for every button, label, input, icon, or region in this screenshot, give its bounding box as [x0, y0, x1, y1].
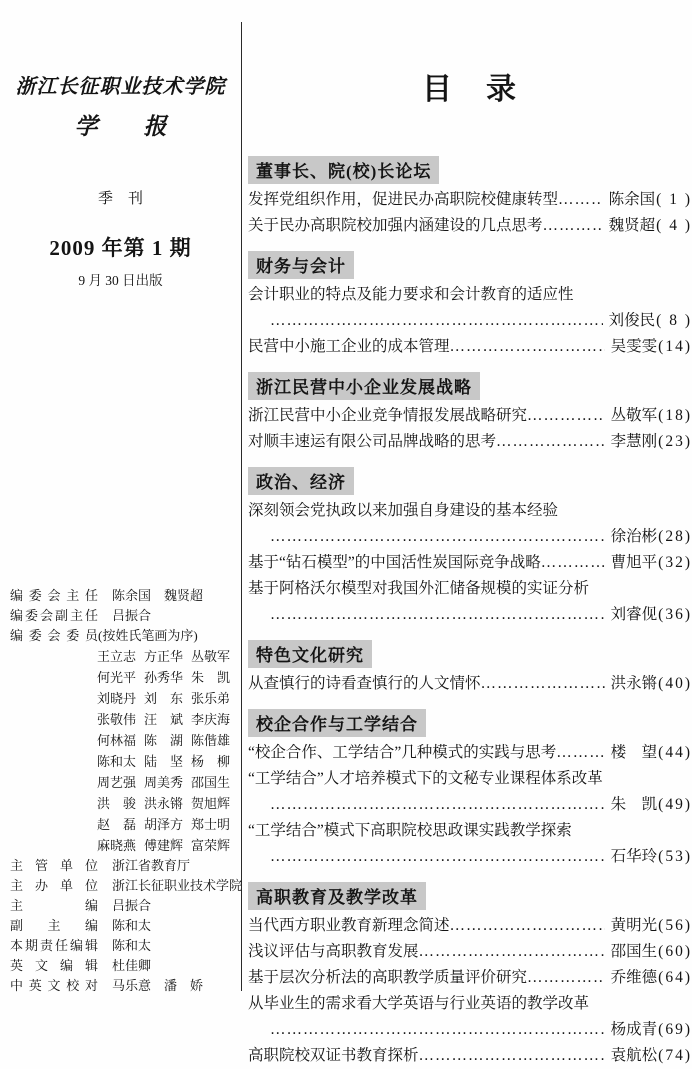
member-name: 王立志 — [97, 649, 137, 664]
member-row — [97, 751, 240, 772]
article-title: 当代西方职业教育新理念简述 — [248, 917, 450, 934]
article-page: (32) — [658, 554, 692, 571]
member-name: 陈偕雄 — [191, 733, 231, 748]
editorial-value: 吕振合 — [112, 898, 152, 913]
member-row — [97, 709, 240, 730]
member-name: 贺旭辉 — [191, 796, 231, 811]
dot-leader — [556, 740, 604, 766]
article-entry — [248, 498, 692, 524]
frequency-label: 季 刊 — [97, 191, 143, 207]
editorial-label: 编委会委员 — [10, 628, 98, 643]
article-entry-continuation — [248, 308, 692, 334]
article-author: 魏贤超 — [608, 217, 656, 234]
article-page: (44) — [658, 744, 692, 761]
dot-leader — [270, 602, 605, 628]
member-name: 朱 凯 — [191, 670, 231, 685]
article-entry — [248, 939, 692, 965]
article-entry-continuation — [248, 524, 692, 550]
article-author: 李慧刚 — [610, 433, 658, 450]
article-page: (49) — [658, 796, 692, 813]
article-author: 石华玲 — [610, 848, 658, 865]
member-name: 周美秀 — [144, 775, 184, 790]
member-name: 周艺强 — [97, 775, 137, 790]
dot-leader — [527, 403, 605, 429]
dot-leader — [450, 913, 605, 939]
dot-leader — [481, 671, 605, 697]
article-entry — [248, 429, 692, 455]
editorial-label: 英文编辑 — [10, 958, 98, 973]
table-of-contents — [242, 0, 692, 1069]
editorial-row — [10, 896, 240, 916]
article-entry — [248, 818, 692, 844]
article-page: (60) — [658, 943, 692, 960]
member-row — [97, 667, 240, 688]
article-author: 丛敬军 — [610, 407, 658, 424]
editorial-row — [10, 876, 243, 896]
article-entry — [248, 991, 692, 1017]
section-header: 董事长、院(校)长论坛 — [248, 156, 439, 184]
member-name: 麻晓燕 — [97, 838, 137, 853]
article-page: ( 1 ) — [656, 191, 692, 208]
article-title: 会计职业的特点及能力要求和会计教育的适应性 — [248, 286, 574, 303]
issue-label: 2009 年第 1 期 — [49, 236, 192, 260]
member-name: 何林福 — [97, 733, 137, 748]
member-name: 方正华 — [144, 649, 184, 664]
article-entry — [248, 550, 692, 576]
article-page: (18) — [658, 407, 692, 424]
section-header: 校企合作与工学结合 — [248, 709, 426, 737]
article-entry — [248, 913, 692, 939]
article-author: 黄明光 — [610, 917, 658, 934]
article-entry — [248, 187, 692, 213]
article-author: 刘俊民 — [608, 312, 656, 329]
article-entry — [248, 403, 692, 429]
toc-section — [248, 709, 692, 870]
article-author: 陈余国 — [608, 191, 656, 208]
article-title: 民营中小施工企业的成本管理 — [248, 338, 450, 355]
editorial-value: 浙江省教育厅 — [112, 858, 191, 873]
editorial-label: 主编 — [10, 898, 98, 913]
toc-section — [248, 156, 692, 239]
member-row — [97, 688, 240, 709]
article-title: 浅议评估与高职教育发展 — [248, 943, 419, 960]
article-title: 浙江民营中小企业竞争情报发展战略研究 — [248, 407, 528, 424]
member-row — [97, 730, 240, 751]
editorial-label: 本期责任编辑 — [10, 938, 98, 953]
publish-date: 9 月 30 日出版 — [78, 273, 163, 288]
editorial-value: (按姓氏笔画为序) — [98, 628, 198, 643]
member-name: 汪 斌 — [144, 712, 184, 727]
article-entry-continuation — [248, 792, 692, 818]
dot-leader — [558, 187, 603, 213]
article-page: (56) — [658, 917, 692, 934]
editorial-value: 吕振合 — [112, 608, 152, 623]
article-title: 对顺丰速运有限公司品牌战略的思考 — [248, 433, 497, 450]
member-name: 赵 磊 — [97, 817, 137, 832]
article-entry — [248, 282, 692, 308]
editorial-label: 主管单位 — [10, 858, 98, 873]
article-title: “工学结合”人才培养模式下的文秘专业课程体系改革 — [248, 770, 603, 787]
editorial-label: 中英文校对 — [10, 978, 98, 993]
article-author: 吴雯雯 — [610, 338, 658, 355]
masthead — [0, 0, 241, 289]
editorial-value: 陈和太 — [112, 918, 152, 933]
article-title: 从毕业生的需求看大学英语与行业英语的教学改革 — [248, 995, 590, 1012]
article-author: 徐治彬 — [610, 528, 658, 545]
member-name: 陈和太 — [97, 754, 137, 769]
article-entry-continuation — [248, 844, 692, 870]
article-entry — [248, 213, 692, 239]
dot-leader — [496, 429, 605, 455]
dot-leader — [270, 1017, 605, 1043]
member-row — [97, 793, 240, 814]
article-author: 袁航松 — [610, 1047, 658, 1064]
member-list — [10, 646, 240, 856]
article-entry — [248, 671, 692, 697]
article-page: ( 8 ) — [656, 312, 692, 329]
toc-section — [248, 467, 692, 628]
article-page: (69) — [658, 1021, 692, 1038]
member-name: 郑士明 — [191, 817, 231, 832]
member-name: 陈 湖 — [144, 733, 184, 748]
editorial-row — [10, 956, 240, 976]
article-entry — [248, 965, 692, 991]
section-header: 财务与会计 — [248, 251, 354, 279]
editorial-label: 编委会主任 — [10, 588, 98, 603]
journal-info-column — [0, 0, 241, 1024]
article-page: (28) — [658, 528, 692, 545]
article-page: (64) — [658, 969, 692, 986]
article-page: ( 4 ) — [656, 217, 692, 234]
article-author: 邵国生 — [610, 943, 658, 960]
member-row — [97, 835, 240, 856]
member-row — [97, 772, 240, 793]
article-page: (40) — [658, 675, 692, 692]
editorial-row — [10, 626, 240, 646]
article-title: 基于“钻石模型”的中国活性炭国际竞争战略 — [248, 554, 541, 571]
member-name: 陆 坚 — [144, 754, 184, 769]
section-header: 政治、经济 — [248, 467, 354, 495]
member-name: 刘 东 — [144, 691, 184, 706]
member-name: 张乐弟 — [191, 691, 231, 706]
dot-leader — [543, 213, 603, 239]
journal-subtitle: 学 报 — [74, 114, 167, 139]
journal-title: 浙江长征职业技术学院 — [15, 76, 226, 98]
editorial-row — [10, 936, 240, 956]
member-name: 张敬伟 — [97, 712, 137, 727]
article-entry — [248, 334, 692, 360]
member-name: 丛敬军 — [191, 649, 231, 664]
editorial-row — [10, 976, 240, 996]
article-author: 曹旭平 — [610, 554, 658, 571]
member-name: 洪 骏 — [97, 796, 137, 811]
editorial-board — [10, 586, 243, 996]
member-name: 胡泽方 — [144, 817, 184, 832]
editorial-label: 副主编 — [10, 918, 98, 933]
article-title: 基于层次分析法的高职教学质量评价研究 — [248, 969, 528, 986]
article-entry-continuation — [248, 602, 692, 628]
article-entry-continuation — [248, 1017, 692, 1043]
member-name: 邵国生 — [191, 775, 231, 790]
article-author: 乔维德 — [610, 969, 658, 986]
member-name: 杨 柳 — [191, 754, 231, 769]
section-header: 特色文化研究 — [248, 640, 372, 668]
dot-leader — [450, 334, 605, 360]
member-name: 孙秀华 — [144, 670, 184, 685]
member-row — [97, 814, 240, 835]
editorial-value: 杜佳卿 — [112, 958, 152, 973]
article-page: (23) — [658, 433, 692, 450]
editorial-row — [10, 586, 240, 606]
editorial-row — [10, 856, 240, 876]
toc-section — [248, 640, 692, 697]
article-author: 刘睿伣 — [610, 606, 658, 623]
editorial-row — [10, 606, 240, 626]
editorial-value: 马乐意 潘 娇 — [112, 978, 204, 993]
dot-leader — [270, 308, 603, 334]
toc-section — [248, 251, 692, 360]
dot-leader — [270, 844, 605, 870]
article-entry — [248, 1043, 692, 1069]
article-page: (53) — [658, 848, 692, 865]
editorial-value: 陈余国 魏贤超 — [112, 588, 204, 603]
dot-leader — [419, 939, 605, 965]
article-title: “校企合作、工学结合”几种模式的实践与思考 — [248, 744, 557, 761]
editorial-value: 浙江长征职业技术学院 — [112, 878, 243, 893]
article-author: 洪永锵 — [610, 675, 658, 692]
article-author: 朱 凯 — [610, 796, 658, 813]
dot-leader — [527, 965, 605, 991]
article-page: (74) — [658, 1047, 692, 1064]
editorial-row — [10, 916, 240, 936]
article-page: (14) — [658, 338, 692, 355]
article-title: 发挥党组织作用，促进民办高职院校健康转型 — [248, 191, 559, 208]
article-author: 楼 望 — [610, 744, 658, 761]
article-title: 深刻领会党执政以来加强自身建设的基本经验 — [248, 502, 559, 519]
member-name: 洪永锵 — [144, 796, 184, 811]
dot-leader — [270, 792, 605, 818]
article-title: 基于阿格沃尔模型对我国外汇储备规模的实证分析 — [248, 580, 590, 597]
article-title: “工学结合”模式下高职院校思政课实践教学探索 — [248, 822, 572, 839]
article-title: 高职院校双证书教育探析 — [248, 1047, 419, 1064]
member-name: 何光平 — [97, 670, 137, 685]
section-header: 高职教育及教学改革 — [248, 882, 426, 910]
toc-title: 目 录 — [422, 73, 518, 106]
article-entry — [248, 740, 692, 766]
article-title: 关于民办高职院校加强内涵建设的几点思考 — [248, 217, 543, 234]
toc-section — [248, 882, 692, 1069]
dot-leader — [419, 1043, 605, 1069]
dot-leader — [541, 550, 605, 576]
member-name: 李庆海 — [191, 712, 231, 727]
editorial-label: 编委会副主任 — [10, 608, 98, 623]
member-name: 傅建辉 — [144, 838, 184, 853]
dot-leader — [270, 524, 605, 550]
editorial-label: 主办单位 — [10, 878, 98, 893]
article-author: 杨成青 — [610, 1021, 658, 1038]
article-page: (36) — [658, 606, 692, 623]
editorial-value: 陈和太 — [112, 938, 152, 953]
member-row — [97, 646, 240, 667]
article-title: 从查慎行的诗看查慎行的人文情怀 — [248, 675, 481, 692]
article-entry — [248, 766, 692, 792]
article-entry — [248, 576, 692, 602]
member-name: 富荣辉 — [191, 838, 231, 853]
section-header: 浙江民营中小企业发展战略 — [248, 372, 480, 400]
toc-section — [248, 372, 692, 455]
member-name: 刘晓丹 — [97, 691, 137, 706]
